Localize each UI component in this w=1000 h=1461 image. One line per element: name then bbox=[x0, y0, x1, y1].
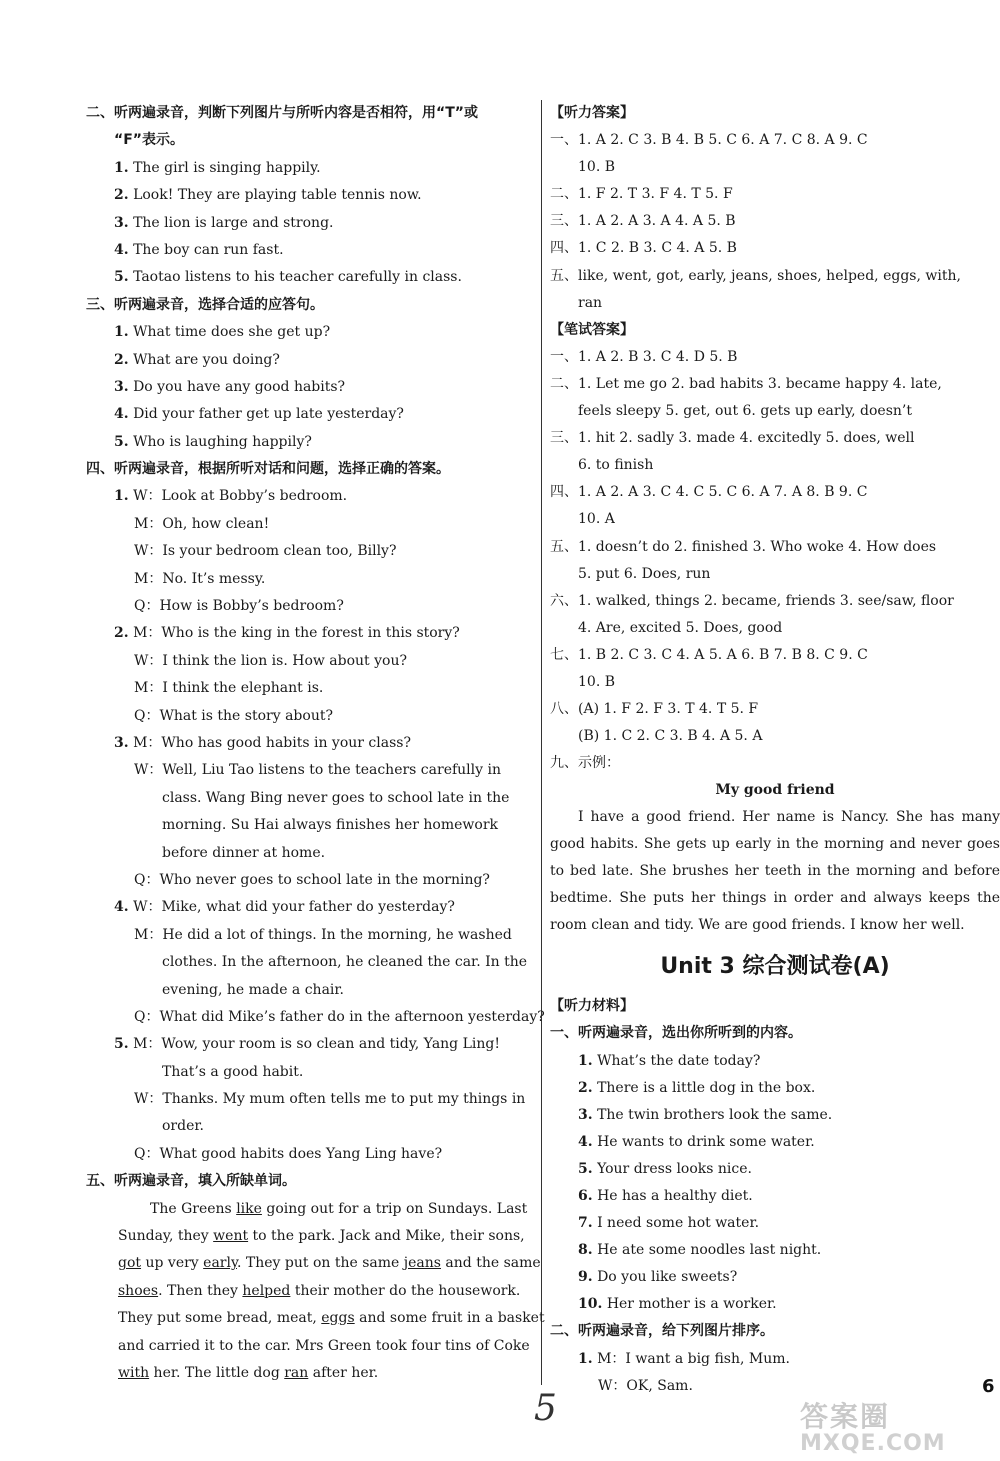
essay-title: My good friend bbox=[715, 782, 835, 799]
answer-line: 八、(A) 1. F 2. F 3. T 4. T 5. F bbox=[550, 701, 759, 718]
answer-line: 四、1. A 2. A 3. C 4. C 5. C 6. A 7. A 8. B 9. C bbox=[550, 484, 868, 501]
list-item: 2. There is a little dog in the box. bbox=[578, 1079, 816, 1096]
answer-line: 三、1. hit 2. sadly 3. made 4. excitedly 5. does, well bbox=[550, 430, 915, 447]
list-item: 8. He ate some noodles last night. bbox=[578, 1242, 822, 1259]
dialog-question: Q：What is the story about? bbox=[134, 707, 333, 724]
essay-body: I have a good friend. Her name is Nancy. She has many good habits. She gets up early in the morning and never goes to bed late. She brushes her teeth in the morning and before bedtime. She puts her things in order and always keeps the room clean and tidy. We are good friends. I know her well. bbox=[550, 809, 1000, 934]
dialog-line: 4. W：Mike, what did your father do yesterday? bbox=[114, 899, 455, 916]
dialog-line-cont: class. Wang Bing never goes to school late in the bbox=[162, 789, 510, 806]
passage-line: and carried it to the car. Mrs Green took four tins of Coke bbox=[118, 1337, 530, 1354]
watermark-url: MXQE.COM bbox=[800, 1431, 946, 1456]
dialog-line-cont: morning. Su Hai always finishes her homework bbox=[162, 817, 498, 834]
answer-word: jeans bbox=[403, 1255, 441, 1272]
passage-line: Sunday, they went to the park. Jack and Mike, their sons, bbox=[118, 1228, 525, 1245]
left-column bbox=[86, 100, 545, 1387]
answer-word: eggs bbox=[321, 1310, 355, 1327]
listening-material-title: 【听力材料】 bbox=[550, 998, 634, 1015]
section-4-title: 四、听两遍录音，根据所听对话和问题，选择正确的答案。 bbox=[86, 461, 450, 478]
listening-answers-title: 【听力答案】 bbox=[550, 105, 634, 121]
list-item: 5. Your dress looks nice. bbox=[578, 1160, 752, 1177]
handwritten-mark: 5 bbox=[534, 1388, 557, 1429]
list-item: 6. He has a healthy diet. bbox=[578, 1188, 753, 1204]
answer-line: 五、1. doesn’t do 2. finished 3. Who woke 4. How does bbox=[550, 538, 937, 555]
answer-line: 10. B bbox=[578, 673, 616, 690]
section-2-title: 二、听两遍录音，判断下列图片与所听内容是否相符，用“T”或 bbox=[86, 105, 478, 121]
passage-line: shoes. Then they helped their mother do the housework. bbox=[118, 1282, 521, 1299]
passage-line: with her. The little dog ran after her. bbox=[118, 1364, 379, 1381]
answer-line: 四、1. C 2. B 3. C 4. A 5. B bbox=[550, 240, 737, 257]
list-item: 1. What’s the date today? bbox=[578, 1052, 761, 1069]
dialog-line: W：OK, Sam. bbox=[598, 1377, 693, 1394]
dialog-question: Q：Who never goes to school late in the morning? bbox=[134, 871, 490, 888]
list-item: 5. Taotao listens to his teacher carefully in class. bbox=[114, 269, 462, 286]
answer-word: early bbox=[203, 1255, 238, 1272]
dialog-line: 5. M：Wow, your room is so clean and tidy, Yang Ling! bbox=[114, 1036, 500, 1053]
passage-line: got up very early. They put on the same jeans and the same bbox=[118, 1255, 541, 1272]
answer-line: 六、1. walked, things 2. became, friends 3. see/saw, floor bbox=[550, 592, 954, 609]
dialog-line-cont: evening, he made a chair. bbox=[162, 981, 345, 998]
dialog-line-cont: That’s a good habit. bbox=[162, 1063, 304, 1080]
right-column bbox=[550, 100, 1000, 1400]
answer-line: 二、1. F 2. T 3. F 4. T 5. F bbox=[550, 186, 733, 203]
dialog-line-cont: order. bbox=[162, 1118, 204, 1135]
dialog-line: M：No. It’s messy. bbox=[134, 570, 266, 587]
passage-line: They put some bread, meat, eggs and some fruit in a basket bbox=[118, 1310, 545, 1327]
answer-line: 5. put 6. Does, run bbox=[578, 565, 711, 582]
list-item: 4. The boy can run fast. bbox=[114, 241, 284, 258]
list-item: 2. What are you doing? bbox=[114, 351, 280, 368]
answer-line: 九、示例： bbox=[550, 755, 620, 772]
list-item: 3. The lion is large and strong. bbox=[114, 214, 334, 231]
answer-line: 6. to finish bbox=[578, 457, 654, 474]
answer-word: got bbox=[118, 1255, 142, 1272]
list-item: 1. What time does she get up? bbox=[114, 324, 331, 341]
column-divider bbox=[541, 100, 542, 1385]
answer-line: 七、1. B 2. C 3. C 4. A 5. A 6. B 7. B 8. C 9. C bbox=[550, 646, 868, 663]
list-item: 4. Did your father get up late yesterday? bbox=[114, 406, 404, 423]
dialog-line: M：Oh, how clean! bbox=[134, 515, 270, 532]
material-section-1-title: 一、听两遍录音，选出你所听到的内容。 bbox=[550, 1025, 802, 1042]
list-item: 3. The twin brothers look the same. bbox=[578, 1106, 833, 1123]
answer-line: ran bbox=[578, 294, 603, 311]
dialog-question: Q：What did Mike’s father do in the afternoon yesterday? bbox=[134, 1008, 545, 1025]
list-item: 4. He wants to drink some water. bbox=[578, 1133, 815, 1150]
answer-word: with bbox=[118, 1364, 150, 1381]
answer-line: 五、like, went, got, early, jeans, shoes, helped, eggs, with, bbox=[550, 267, 961, 284]
answer-line: 4. Are, excited 5. Does, good bbox=[578, 619, 783, 636]
list-item: 7. I need some hot water. bbox=[578, 1215, 760, 1232]
dialog-line: W：Well, Liu Tao listens to the teachers carefully in bbox=[134, 762, 501, 779]
written-answers-title: 【笔试答案】 bbox=[550, 321, 634, 338]
dialog-line: M：I think the elephant is. bbox=[134, 680, 324, 697]
watermark-text: 答案圈 bbox=[800, 1400, 891, 1433]
dialog-line: W：Thanks. My mum often tells me to put my things in bbox=[134, 1091, 526, 1108]
dialog-question: Q：How is Bobby’s bedroom? bbox=[134, 598, 344, 615]
unit-title: Unit 3 综合测试卷(A) bbox=[660, 954, 890, 980]
answer-line: feels sleepy 5. get, out 6. gets up early, doesn’t bbox=[578, 403, 912, 420]
dialog-line: 1. W：Look at Bobby’s bedroom. bbox=[114, 488, 348, 505]
answer-word: shoes bbox=[118, 1282, 159, 1299]
dialog-line: M：He did a lot of things. In the morning, he washed bbox=[134, 926, 512, 943]
dialog-line: 2. M：Who is the king in the forest in this story? bbox=[114, 625, 460, 642]
answer-line: 二、1. Let me go 2. bad habits 3. became happy 4. late, bbox=[550, 375, 942, 392]
dialog-line-cont: before dinner at home. bbox=[162, 844, 326, 861]
dialog-line: 1. M：I want a big fish, Mum. bbox=[578, 1350, 790, 1367]
answer-word: ran bbox=[284, 1364, 309, 1381]
answer-word: helped bbox=[242, 1282, 291, 1299]
answer-line: 三、1. A 2. A 3. A 4. A 5. B bbox=[550, 213, 736, 230]
answer-line: 10. A bbox=[578, 511, 615, 528]
list-item: 2. Look! They are playing table tennis now. bbox=[114, 187, 422, 204]
answer-line: 一、1. A 2. C 3. B 4. B 5. C 6. A 7. C 8. A 9. C bbox=[550, 132, 868, 149]
list-item: 10. Her mother is a worker. bbox=[578, 1296, 777, 1313]
watermark-logo bbox=[800, 1395, 990, 1461]
answer-line: 10. B bbox=[578, 159, 616, 176]
answer-word: like bbox=[236, 1200, 262, 1217]
section-5-title: 五、听两遍录音，填入所缺单词。 bbox=[86, 1173, 296, 1190]
dialog-question: Q：What good habits does Yang Ling have? bbox=[134, 1145, 443, 1162]
section-3-title: 三、听两遍录音，选择合适的应答句。 bbox=[86, 296, 324, 313]
section-2-title-cont: “F”表示。 bbox=[114, 132, 184, 149]
answer-line: 一、1. A 2. B 3. C 4. D 5. B bbox=[550, 348, 738, 365]
list-item: 3. Do you have any good habits? bbox=[114, 378, 346, 395]
list-item: 1. The girl is singing happily. bbox=[114, 159, 321, 176]
answer-line: (B) 1. C 2. C 3. B 4. A 5. A bbox=[578, 728, 763, 745]
page-number: 6 bbox=[982, 1376, 995, 1397]
material-section-2-title: 二、听两遍录音，给下列图片排序。 bbox=[550, 1323, 774, 1340]
dialog-line: 3. M：Who has good habits in your class? bbox=[114, 734, 411, 751]
list-item: 9. Do you like sweets? bbox=[578, 1269, 738, 1286]
list-item: 5. Who is laughing happily? bbox=[114, 433, 312, 450]
dialog-line: W：Is your bedroom clean too, Billy? bbox=[134, 543, 397, 560]
answer-word: went bbox=[213, 1228, 249, 1245]
passage-line: The Greens like going out for a trip on Sundays. Last bbox=[150, 1200, 528, 1217]
dialog-line: W：I think the lion is. How about you? bbox=[134, 652, 407, 669]
dialog-line-cont: clothes. In the afternoon, he cleaned the car. In the bbox=[162, 954, 528, 971]
